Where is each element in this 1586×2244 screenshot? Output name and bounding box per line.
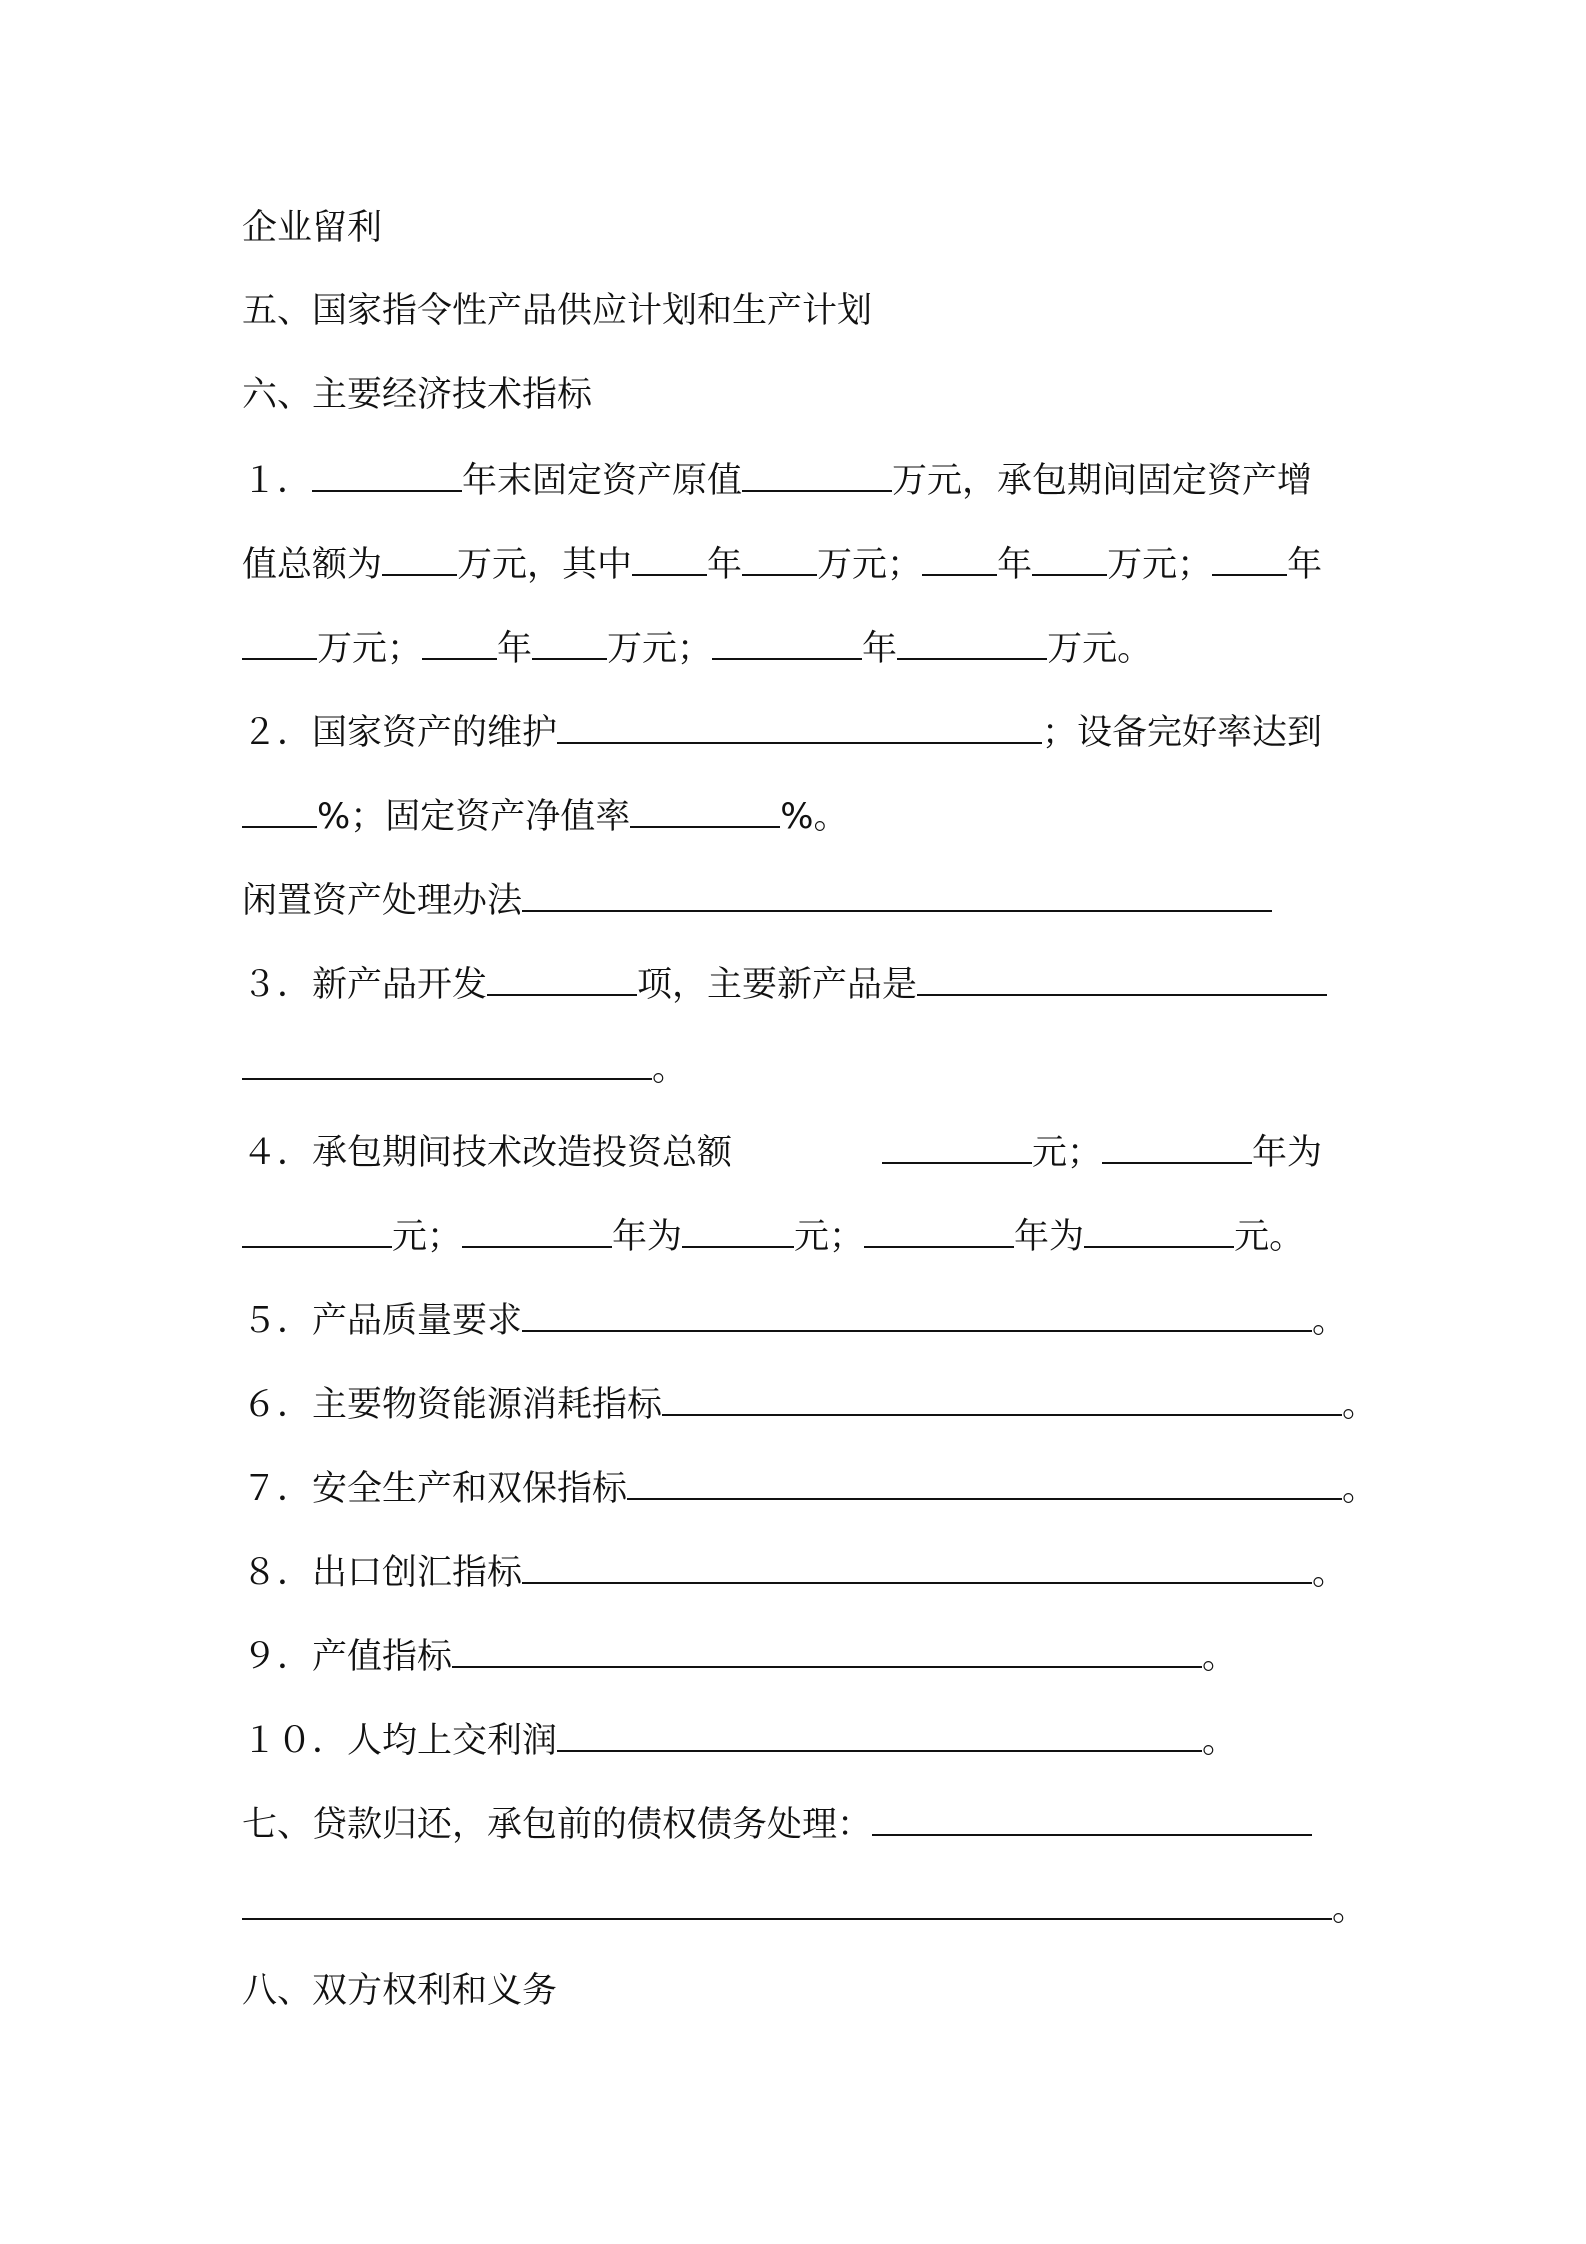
- line-text: ８．出口创汇指标: [242, 1553, 523, 1593]
- line-text: 万元，承包期间固定资产增: [892, 461, 1313, 501]
- blank-year-field[interactable]: [632, 538, 707, 576]
- item-4-line-1: [242, 1126, 1362, 1176]
- blank-total-investment-field[interactable]: [882, 1126, 1032, 1164]
- line-text: 七、贷款归还，承包前的债权债务处理：: [242, 1805, 873, 1845]
- line-text: 万元；: [607, 629, 713, 669]
- item-4-line-2: [242, 1210, 1362, 1260]
- blank-amount-field[interactable]: [242, 1210, 392, 1248]
- blank-output-value-field[interactable]: [452, 1630, 1202, 1668]
- blank-amount-field[interactable]: [1084, 1210, 1234, 1248]
- line-text: １０．人均上交利润: [242, 1721, 558, 1761]
- line-text: 。: [1202, 1637, 1238, 1677]
- line-text: ６．主要物资能源消耗指标: [242, 1385, 663, 1425]
- blank-main-new-products-field[interactable]: [917, 958, 1327, 996]
- item-8-line: [242, 1546, 1362, 1596]
- idle-asset-line: [242, 874, 1362, 924]
- item-10-line: [242, 1714, 1362, 1764]
- blank-year-field[interactable]: [462, 1210, 612, 1248]
- line-text: 万元，其中: [457, 545, 633, 585]
- line-text: 企业留利: [242, 208, 383, 248]
- blank-amount-field[interactable]: [532, 622, 607, 660]
- line-text: 年末固定资产原值: [462, 461, 743, 501]
- blank-debt-handling-field[interactable]: [872, 1798, 1312, 1836]
- heading-section-6: [242, 370, 1362, 420]
- blank-amount-field[interactable]: [897, 622, 1047, 660]
- line-text: ３．新产品开发: [242, 965, 488, 1005]
- blank-original-value-field[interactable]: [742, 454, 892, 492]
- line-text: 。: [1342, 1469, 1378, 1509]
- blank-safety-index-field[interactable]: [627, 1462, 1342, 1500]
- item-1-line-2: [242, 538, 1362, 588]
- line-text: 年为: [1014, 1217, 1085, 1257]
- line-text: 年: [862, 629, 898, 669]
- line-text: 项，主要新产品是: [637, 965, 918, 1005]
- blank-debt-handling-continued-field[interactable]: [242, 1882, 1332, 1920]
- blank-consumption-index-field[interactable]: [662, 1378, 1342, 1416]
- line-text: ４．承包期间技术改造投资总额: [242, 1133, 733, 1173]
- text-line-enterprise-retained-profit: [242, 203, 1362, 253]
- item-6-line: [242, 1378, 1378, 1428]
- line-text: ；设备完好率达到: [1042, 713, 1323, 753]
- blank-year-field[interactable]: [422, 622, 497, 660]
- blank-main-new-products-continued-field[interactable]: [242, 1042, 652, 1080]
- blank-new-product-count-field[interactable]: [487, 958, 637, 996]
- line-text: 元；: [1032, 1133, 1103, 1173]
- blank-total-increase-field[interactable]: [382, 538, 457, 576]
- blank-asset-maintenance-field[interactable]: [557, 706, 1042, 744]
- line-text: %。: [780, 797, 849, 837]
- blank-amount-field[interactable]: [1032, 538, 1107, 576]
- line-text: ７．安全生产和双保指标: [242, 1469, 628, 1509]
- line-text: 闲置资产处理办法: [242, 881, 523, 921]
- blank-equipment-rate-field[interactable]: [242, 790, 317, 828]
- line-text: ５．产品质量要求: [242, 1301, 523, 1341]
- item-1-line-1: [242, 454, 1362, 504]
- item-number: １．: [242, 461, 313, 501]
- line-text: 元；: [794, 1217, 865, 1257]
- blank-export-earnings-field[interactable]: [522, 1546, 1312, 1584]
- line-text: 万元；: [317, 629, 423, 669]
- heading-section-8: [242, 1966, 1362, 2016]
- line-text: 值总额为: [242, 545, 383, 585]
- section-7-line-1: [242, 1798, 1362, 1848]
- item-7-line: [242, 1462, 1378, 1512]
- line-text: ２．国家资产的维护: [242, 713, 558, 753]
- item-5-line: [242, 1294, 1362, 1344]
- blank-year-field[interactable]: [712, 622, 862, 660]
- heading-text: 八、双方权利和义务: [242, 1971, 558, 2011]
- line-text: %；固定资产净值率: [317, 797, 631, 837]
- blank-year-field[interactable]: [922, 538, 997, 576]
- item-3-line-1: [242, 958, 1362, 1008]
- item-1-line-3: [242, 622, 1362, 672]
- line-text: 万元；: [1107, 545, 1213, 585]
- line-text: 。: [1312, 1301, 1348, 1341]
- line-text: 年: [1287, 545, 1323, 585]
- line-text: 万元。: [1047, 629, 1153, 669]
- blank-quality-requirement-field[interactable]: [522, 1294, 1312, 1332]
- line-text: 元。: [1234, 1217, 1305, 1257]
- line-text: 年: [707, 545, 743, 585]
- line-text: 年: [997, 545, 1033, 585]
- heading-text: 六、主要经济技术指标: [242, 375, 593, 415]
- item-3-line-2: [242, 1042, 1362, 1092]
- line-text: 。: [1312, 1553, 1348, 1593]
- item-2-line-1: [242, 706, 1362, 756]
- line-text: 。: [1342, 1385, 1378, 1425]
- item-9-line: [242, 1630, 1362, 1680]
- line-text: 。: [652, 1049, 688, 1089]
- blank-year-field[interactable]: [1212, 538, 1287, 576]
- line-text: 。: [1332, 1889, 1368, 1929]
- section-7-line-2: [242, 1882, 1368, 1932]
- blank-year-field[interactable]: [312, 454, 462, 492]
- line-text: ９．产值指标: [242, 1637, 453, 1677]
- line-text: 年: [497, 629, 533, 669]
- blank-idle-asset-method-field[interactable]: [522, 874, 1272, 912]
- line-text: 。: [1202, 1721, 1238, 1761]
- line-text: 年为: [1252, 1133, 1323, 1173]
- line-text: 元；: [392, 1217, 463, 1257]
- blank-year-field[interactable]: [864, 1210, 1014, 1248]
- heading-text: 五、国家指令性产品供应计划和生产计划: [242, 291, 873, 331]
- blank-year-field[interactable]: [1102, 1126, 1252, 1164]
- line-text: 年为: [612, 1217, 683, 1257]
- blank-amount-field[interactable]: [742, 538, 817, 576]
- heading-section-5: [242, 286, 1362, 336]
- blank-amount-field[interactable]: [682, 1210, 794, 1248]
- blank-amount-field[interactable]: [242, 622, 317, 660]
- line-text: 万元；: [817, 545, 923, 585]
- blank-net-value-rate-field[interactable]: [630, 790, 780, 828]
- item-2-line-2: [242, 790, 1362, 840]
- blank-per-capita-profit-field[interactable]: [557, 1714, 1202, 1752]
